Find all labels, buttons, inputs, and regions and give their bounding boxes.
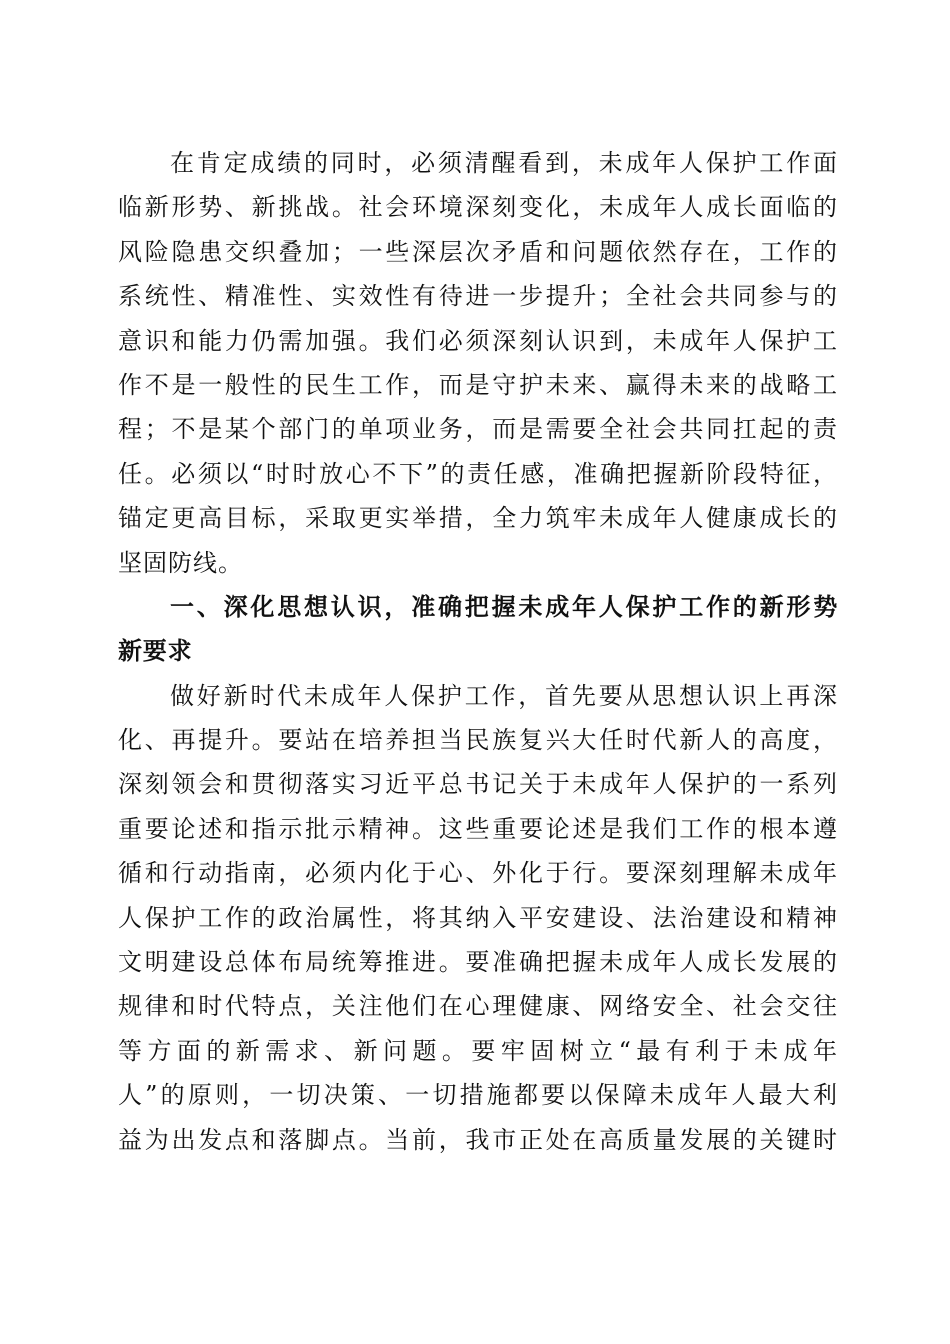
text-line: 任。必须以“时时放心不下”的责任感，准确把握新阶段特征，: [118, 459, 838, 488]
heading-line: 一、深化思想认识，准确把握未成年人保护工作的新形势: [170, 592, 838, 621]
text-line: 等方面的新需求、新问题。要牢固树立“最有利于未成年: [118, 1036, 838, 1065]
text-line: 风险隐患交织叠加；一些深层次矛盾和问题依然存在，工作的: [118, 237, 838, 266]
paragraph-intro: [118, 141, 838, 585]
heading-line: 新要求: [118, 637, 193, 666]
text-line: 重要论述和指示批示精神。这些重要论述是我们工作的根本遵: [118, 814, 838, 843]
text-line: 做好新时代未成年人保护工作，首先要从思想认识上再深: [170, 681, 838, 710]
text-line: 锚定更高目标，采取更实举措，全力筑牢未成年人健康成长的: [118, 504, 838, 533]
text-line: 作不是一般性的民生工作，而是守护未来、赢得未来的战略工: [118, 370, 838, 399]
text-line: 循和行动指南，必须内化于心、外化于行。要深刻理解未成年: [118, 859, 838, 888]
text-line: 程；不是某个部门的单项业务，而是需要全社会共同扛起的责: [118, 415, 838, 444]
paragraph-section-1: [118, 674, 838, 1162]
text-line: 在肯定成绩的同时，必须清醒看到，未成年人保护工作面: [170, 149, 838, 177]
text-line: 人”的原则，一切决策、一切措施都要以保障未成年人最大利: [118, 1081, 838, 1110]
text-line: 深刻领会和贯彻落实习近平总书记关于未成年人保护的一系列: [118, 770, 838, 799]
text-line: 益为出发点和落脚点。当前，我市正处在高质量发展的关键时: [118, 1125, 838, 1154]
section-heading: [118, 585, 838, 674]
text-line: 临新形势、新挑战。社会环境深刻变化，未成年人成长面临的: [118, 193, 838, 222]
text-line: 化、再提升。要站在培养担当民族复兴大任时代新人的高度，: [118, 726, 838, 755]
document-body: [118, 141, 838, 1162]
text-line: 意识和能力仍需加强。我们必须深刻认识到，未成年人保护工: [118, 326, 838, 355]
text-line: 人保护工作的政治属性，将其纳入平安建设、法治建设和精神: [118, 903, 838, 932]
text-line: 文明建设总体布局统筹推进。要准确把握未成年人成长发展的: [118, 948, 838, 977]
text-line: 坚固防线。: [118, 548, 243, 577]
text-line: 规律和时代特点，关注他们在心理健康、网络安全、社会交往: [118, 992, 838, 1021]
text-line: 系统性、精准性、实效性有待进一步提升；全社会共同参与的: [118, 282, 838, 311]
